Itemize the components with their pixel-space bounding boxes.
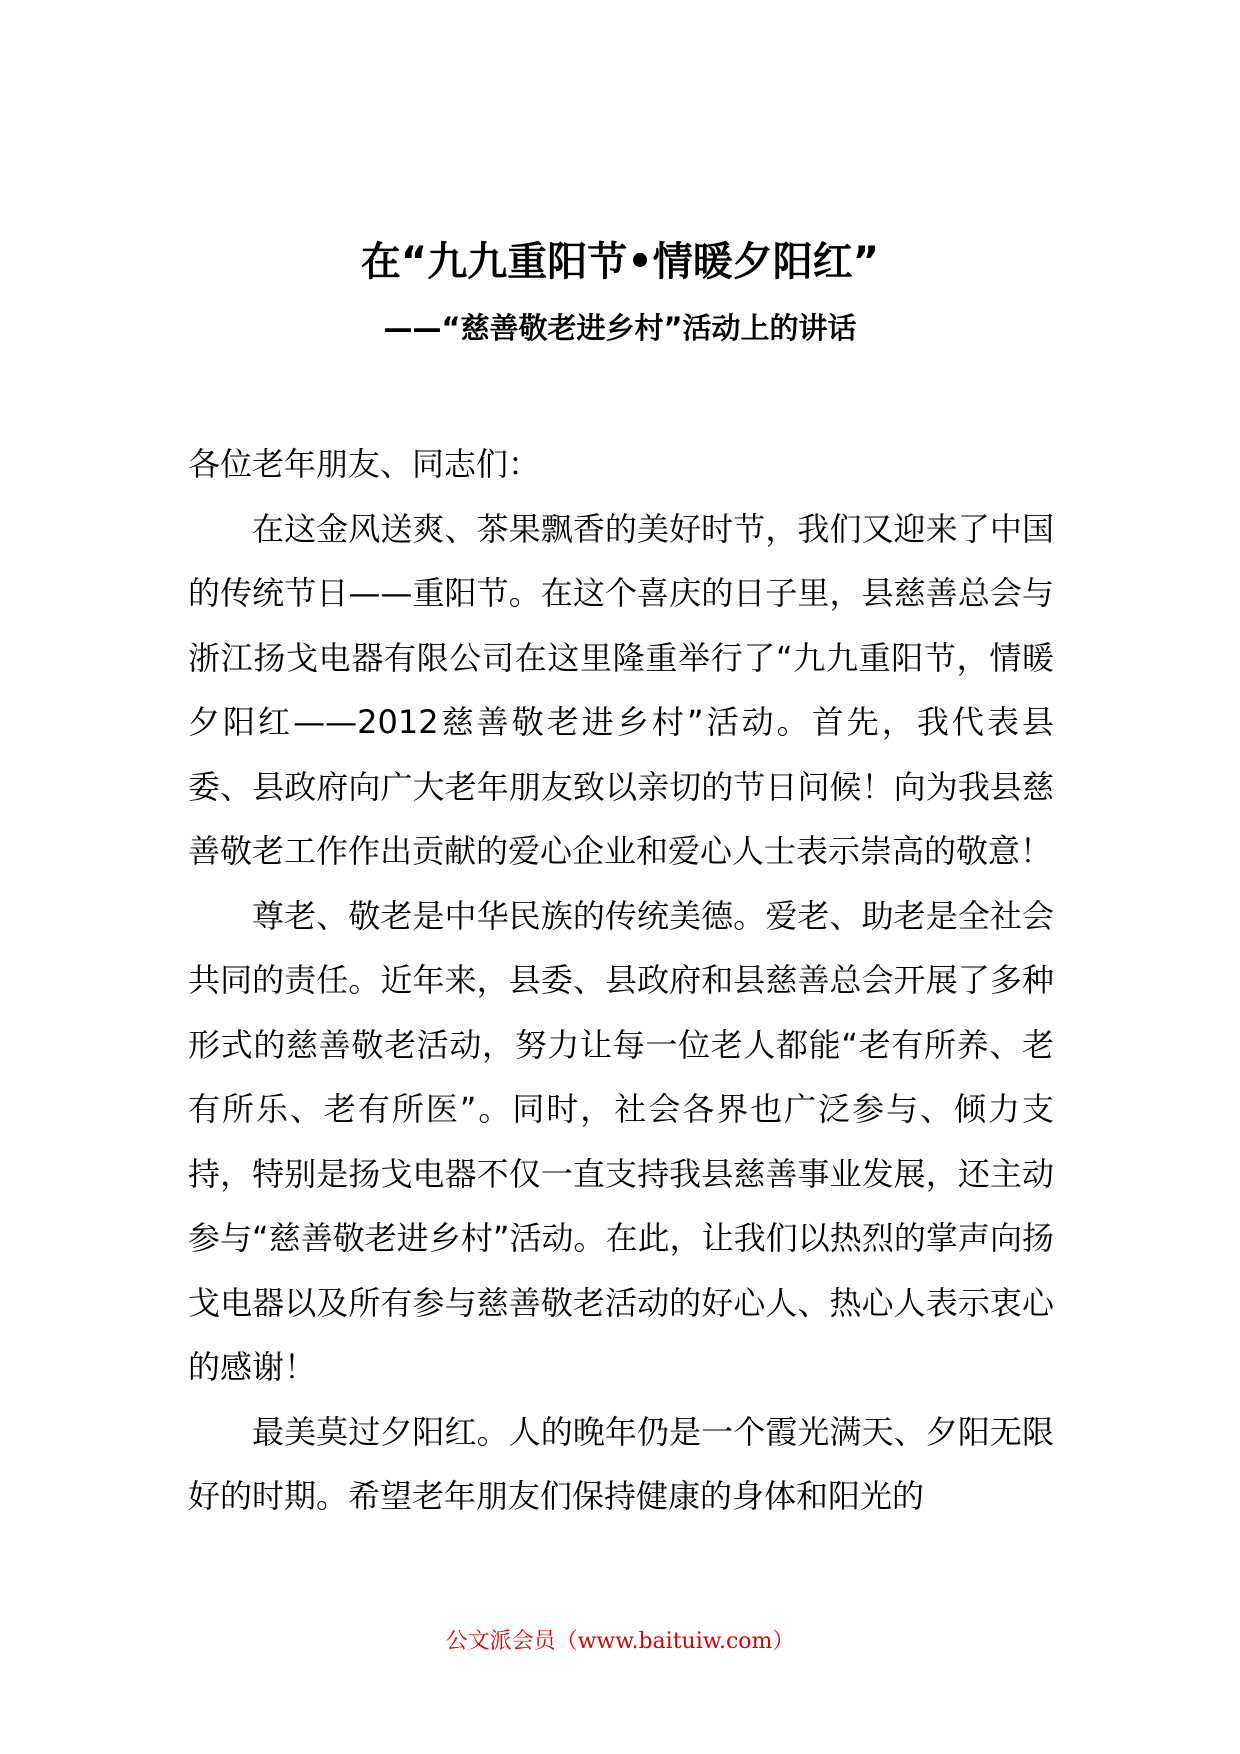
footer-watermark: 公文派会员（www.baituiw.com） xyxy=(445,1629,795,1654)
paragraph-3: 最美莫过夕阳红。人的晚年仍是一个霞光满天、夕阳无限好的时期。希望老年朋友们保持健康的身体和阳光的 xyxy=(188,1412,1054,1515)
document-title: 在“九九重阳节•情暖夕阳红” xyxy=(360,239,880,285)
document-subtitle: ——“慈善敬老进乡村”活动上的讲话 xyxy=(383,311,857,345)
paragraph-1: 在这金风送爽、茶果飘香的美好时节，我们又迎来了中国的传统节日——重阳节。在这个喜庆的日子里，县慈善总会与浙江扬戈电器有限公司在这里隆重举行了“九九重阳节，情暖夕阳红——2012慈善敬老进乡村”活动。首先，我代表县委、县政府向广大老年朋友致以亲切的节日问候！向为我县慈善敬老工作作出贡献的爱心企业和爱心人士表示崇高的敬意！ xyxy=(188,509,1054,870)
document-body xyxy=(188,432,1054,1529)
paragraph-2: 尊老、敬老是中华民族的传统美德。爱老、助老是全社会共同的责任。近年来，县委、县政府和县慈善总会开展了多种形式的慈善敬老活动，努力让每一位老人都能“老有所养、老有所乐、老有所医”。同时，社会各界也广泛参与、倾力支持，特别是扬戈电器不仅一直支持我县慈善事业发展，还主动参与“慈善敬老进乡村”活动。在此，让我们以热烈的掌声向扬戈电器以及所有参与慈善敬老活动的好心人、热心人表示衷心的感谢！ xyxy=(188,896,1054,1386)
salutation: 各位老年朋友、同志们： xyxy=(188,445,541,483)
